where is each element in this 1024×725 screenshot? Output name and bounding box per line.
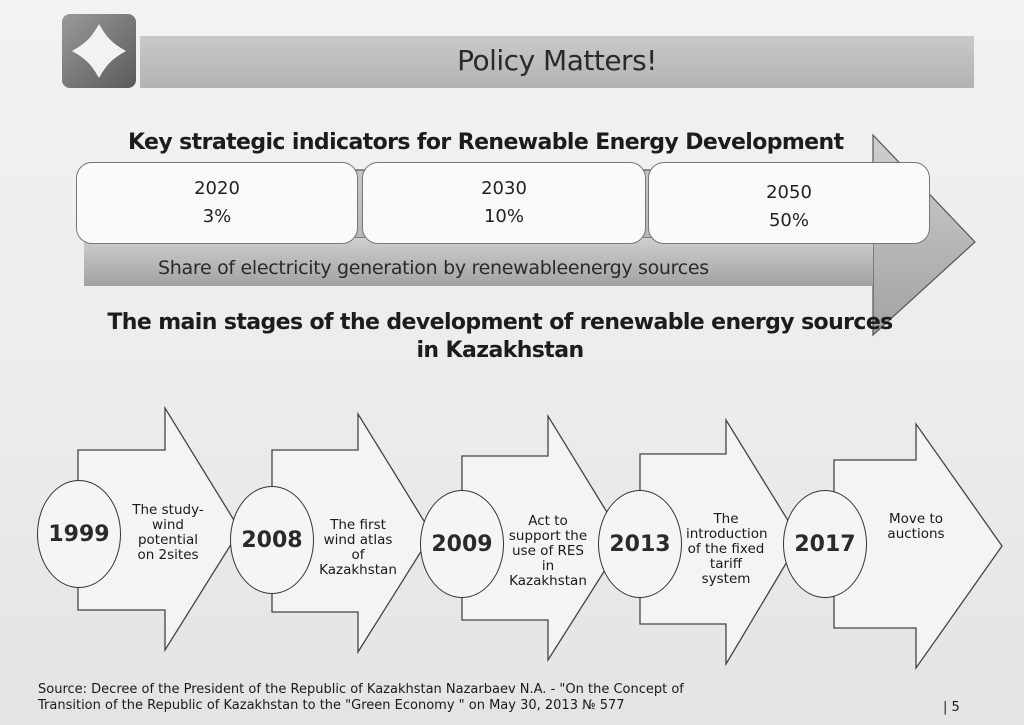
stages-heading-line1: The main stages of the development of renewable energy sources [107, 310, 893, 335]
page-number: | 5 [943, 700, 960, 715]
indicator-year: 2020 [194, 178, 240, 199]
stage-text-2013: The introduction of the fixed tariff system [686, 511, 768, 587]
page-title: Policy Matters! [457, 44, 657, 77]
stage-text-2008: The first wind atlas of Kazakhstan [319, 517, 397, 578]
source-line-2: Transition of the Republic of Kazakhstan to the "Green Economy " on May 30, 2013 № 577 [38, 698, 625, 713]
share-caption: Share of electricity generation by renewableenergy sources [158, 257, 709, 279]
indicator-value: 10% [483, 206, 524, 227]
stage-year-2013: 2013 [598, 490, 682, 598]
stages-heading-line2: in Kazakhstan [416, 338, 584, 363]
indicator-year: 2050 [766, 182, 812, 203]
source-line-1: Source: Decree of the President of the Republic of Kazakhstan Nazarbaev N.A. - "On the Concept of [38, 682, 684, 697]
stage-text-1999: The study-wind potential on 2sites [132, 502, 204, 563]
stage-text-2009: Act to support the use of RES in Kazakhstan [508, 513, 588, 589]
source-note [38, 682, 798, 714]
stage-year-1999: 1999 [37, 480, 121, 588]
indicator-year: 2030 [481, 178, 527, 199]
stage-year-2008: 2008 [230, 486, 314, 594]
stage-year-2017: 2017 [783, 490, 867, 598]
stage-year-2009: 2009 [420, 490, 504, 598]
indicator-value: 3% [202, 206, 232, 227]
indicator-value: 50% [768, 210, 809, 231]
indicators-heading: Key strategic indicators for Renewable Energy Development [128, 130, 844, 155]
stage-text-2017: Move to auctions [887, 511, 945, 542]
